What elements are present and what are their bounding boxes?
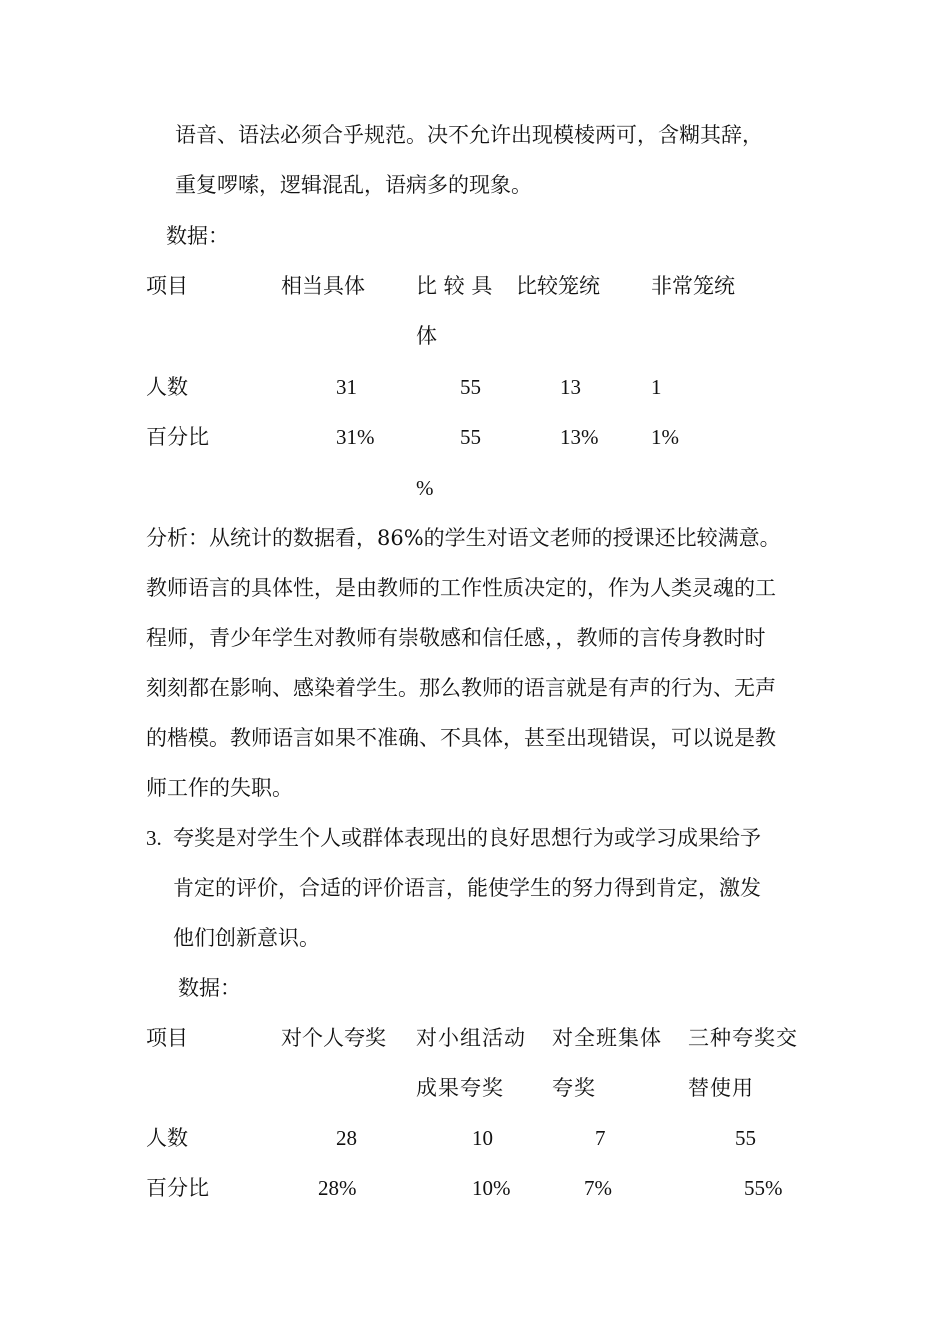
table1-header-fairly-general: 比较笼统 — [516, 274, 600, 298]
table1-row-pct-label: 百分比 — [146, 425, 209, 449]
table2-header-group: 对小组活动 — [416, 1026, 526, 1050]
table2-row-pct-label: 百分比 — [146, 1176, 209, 1200]
analysis-line: 刻刻都在影响、感染着学生。那么教师的语言就是有声的行为、无声 — [146, 676, 776, 700]
table1-pct-fairly-specific: 55 — [460, 425, 481, 449]
table2-count-alternating: 55 — [735, 1126, 756, 1150]
table1-header-very-specific: 相当具体 — [281, 274, 365, 298]
table1-header-fairly-specific-cont: 体 — [416, 324, 437, 348]
table2-pct-alternating: 55% — [744, 1176, 783, 1200]
table2-header-group-cont: 成果夸奖 — [416, 1076, 504, 1100]
table1-pct-very-specific: 31% — [336, 425, 375, 449]
table1-header-very-general: 非常笼统 — [651, 274, 735, 298]
table1-pct-fairly-general: 13% — [560, 425, 599, 449]
table2-header-alternating: 三种夸奖交 — [688, 1026, 798, 1050]
table2-header-alternating-cont: 替使用 — [688, 1076, 754, 1100]
table2-count-individual: 28 — [336, 1126, 357, 1150]
table2-header-class-cont: 夸奖 — [552, 1076, 596, 1100]
table1-count-fairly-specific: 55 — [460, 375, 481, 399]
table2-header-class: 对全班集体 — [552, 1026, 662, 1050]
table2-count-class: 7 — [595, 1126, 606, 1150]
table1-count-very-general: 1 — [651, 375, 662, 399]
table1-pct-fairly-specific-cont: % — [416, 476, 434, 500]
analysis-line: 分析：从统计的数据看，86%的学生对语文老师的授课还比较满意。 — [146, 526, 781, 550]
table2-data-label: 数据： — [178, 976, 241, 1000]
table2-pct-individual: 28% — [318, 1176, 357, 1200]
item-3-line: 夸奖是对学生个人或群体表现出的良好思想行为或学习成果给予 — [173, 826, 761, 850]
table2-header-individual: 对个人夸奖 — [281, 1026, 386, 1050]
table1-count-very-specific: 31 — [336, 375, 357, 399]
table1-data-label: 数据： — [166, 224, 229, 248]
item-3-line: 肯定的评价，合适的评价语言，能使学生的努力得到肯定，激发 — [173, 876, 761, 900]
analysis-line: 教师语言的具体性，是由教师的工作性质决定的，作为人类灵魂的工 — [146, 576, 776, 600]
analysis-line: 的楷模。教师语言如果不准确、不具体，甚至出现错误，可以说是教 — [146, 726, 776, 750]
intro-line-1: 语音、语法必须合乎规范。决不允许出现模棱两可，含糊其辞， — [175, 123, 763, 147]
analysis-line: 师工作的失职。 — [146, 776, 293, 800]
table1-count-fairly-general: 13 — [560, 375, 581, 399]
table2-row-count-label: 人数 — [146, 1126, 188, 1150]
table2-header-item: 项目 — [146, 1026, 188, 1050]
table2-count-group: 10 — [472, 1126, 493, 1150]
table1-header-item: 项目 — [146, 274, 188, 298]
table1-header-fairly-specific: 比 较 具 — [416, 274, 493, 298]
item-3-number: 3. — [146, 826, 162, 850]
table1-pct-very-general: 1% — [651, 425, 679, 449]
intro-line-2: 重复啰嗦，逻辑混乱，语病多的现象。 — [175, 173, 532, 197]
table1-row-count-label: 人数 — [146, 375, 188, 399]
analysis-line: 程师，青少年学生对教师有崇敬感和信任感，，教师的言传身教时时 — [146, 626, 766, 650]
item-3-line: 他们创新意识。 — [173, 926, 320, 950]
table2-pct-class: 7% — [584, 1176, 612, 1200]
table2-pct-group: 10% — [472, 1176, 511, 1200]
